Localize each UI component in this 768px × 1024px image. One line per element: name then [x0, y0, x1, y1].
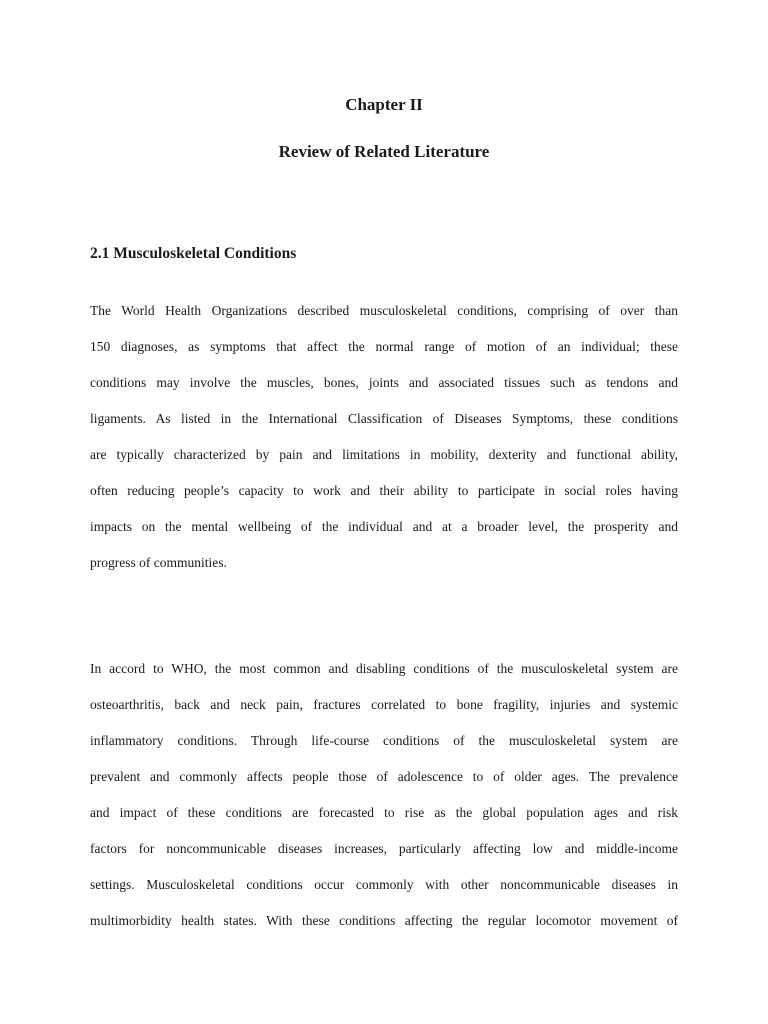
- paragraph-2: [90, 651, 678, 939]
- paragraph-1: [90, 293, 678, 581]
- paragraph-line: prevalent and commonly affects people those of adolescence to of older ages. The prevalence: [90, 769, 678, 784]
- paragraph-line: are typically characterized by pain and limitations in mobility, dexterity and functional ability,: [90, 447, 678, 462]
- paragraph-line: factors for noncommunicable diseases increases, particularly affecting low and middle-income: [90, 841, 678, 856]
- paragraph-line: The World Health Organizations described musculoskeletal conditions, comprising of over than: [90, 303, 678, 318]
- paragraph-line: conditions may involve the muscles, bones, joints and associated tissues such as tendons and: [90, 375, 678, 390]
- paragraph-line: ligaments. As listed in the International Classification of Diseases Symptoms, these conditions: [90, 411, 678, 426]
- paragraph-line: multimorbidity health states. With these conditions affecting the regular locomotor movement of: [90, 913, 678, 928]
- paragraph-line: and impact of these conditions are forecasted to rise as the global population ages and risk: [90, 805, 678, 820]
- paragraph-line: In accord to WHO, the most common and disabling conditions of the musculoskeletal system are: [90, 661, 678, 676]
- paragraph-line: osteoarthritis, back and neck pain, fractures correlated to bone fragility, injuries and systemic: [90, 697, 678, 712]
- paragraph-line: settings. Musculoskeletal conditions occur commonly with other noncommunicable diseases in: [90, 877, 678, 892]
- chapter-title: Chapter II: [345, 95, 423, 114]
- chapter-subtitle: Review of Related Literature: [278, 142, 490, 161]
- paragraph-line: inflammatory conditions. Through life-course conditions of the musculoskeletal system are: [90, 733, 678, 748]
- paragraph-line: 150 diagnoses, as symptoms that affect the normal range of motion of an individual; these: [90, 339, 678, 354]
- paragraph-line: impacts on the mental wellbeing of the individual and at a broader level, the prosperity and: [90, 519, 678, 534]
- paragraph-line: often reducing people’s capacity to work and their ability to participate in social roles having: [90, 483, 678, 498]
- paragraph-line: progress of communities.: [90, 555, 227, 570]
- section-heading: 2.1 Musculoskeletal Conditions: [90, 245, 297, 262]
